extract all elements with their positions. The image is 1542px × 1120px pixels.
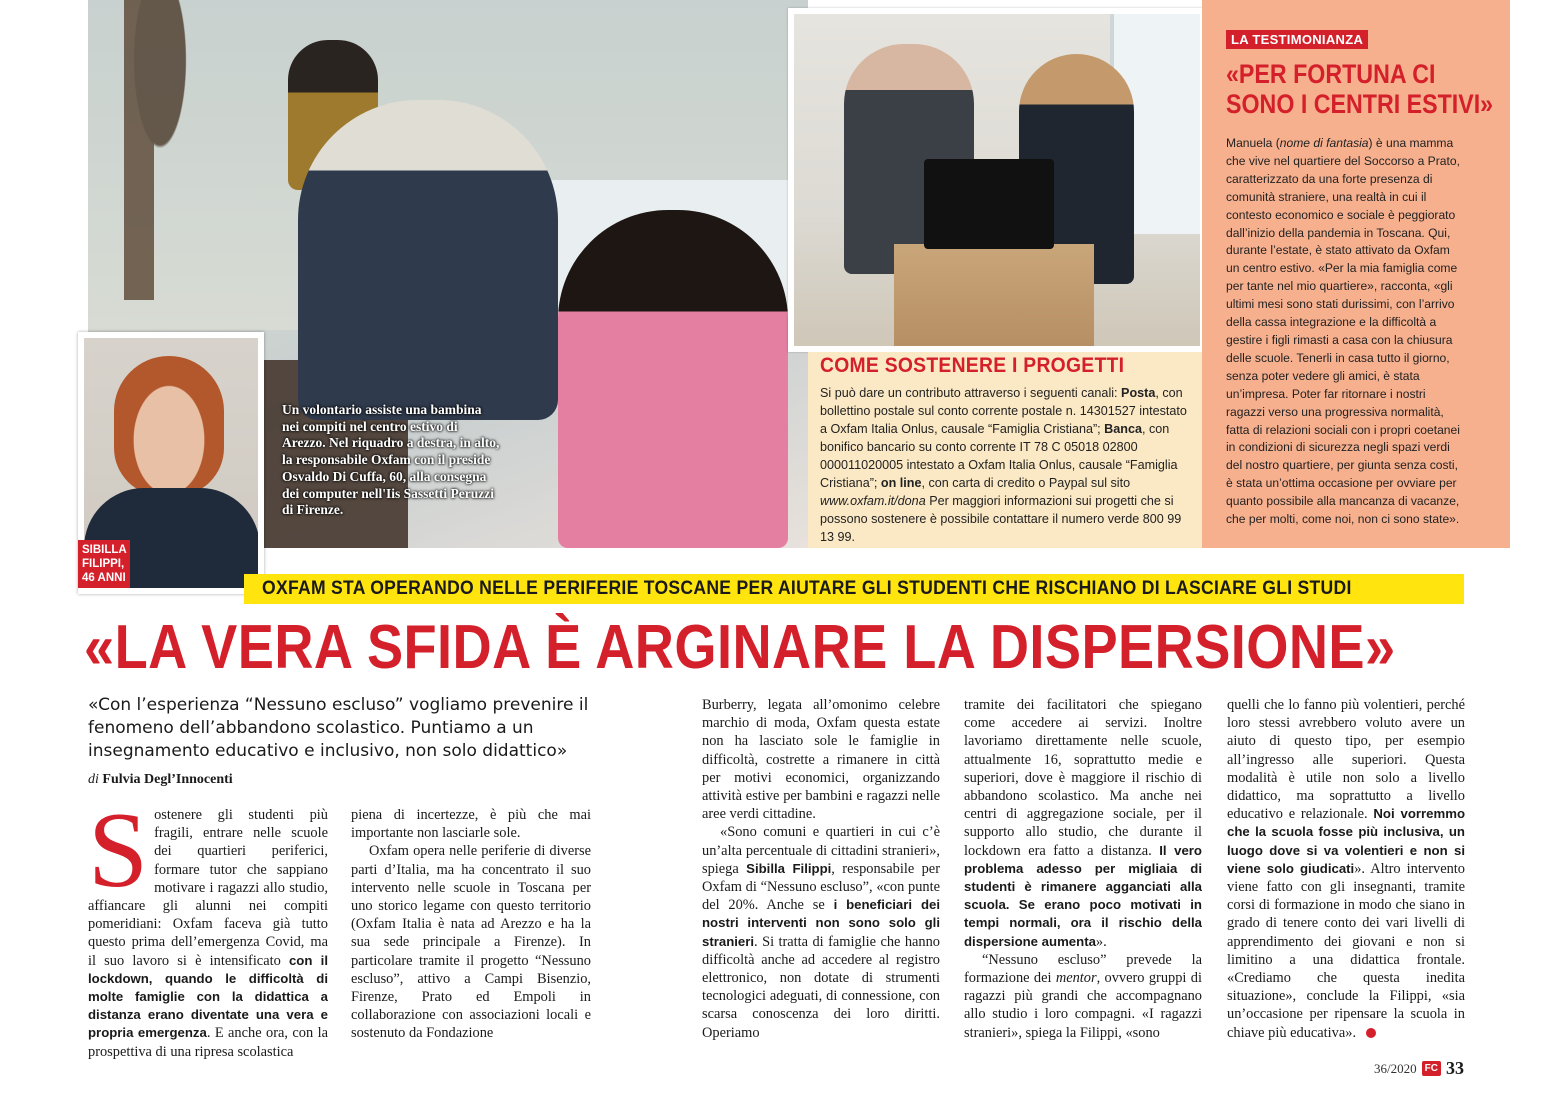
article-text: , ovvero gruppi di ragazzi più grandi che accompagnano allo studio i loro compagni. «I ragazzi stranieri», spiega la Filippi, «sono — [964, 970, 1202, 1041]
testimony-tag: LA TESTIMONIANZA — [1226, 30, 1368, 49]
testimony-title — [1226, 59, 1494, 119]
name-tag-line: 46 ANNI — [82, 572, 126, 584]
standfirst: «Con l’esperienza “Nessuno escluso” vogliamo prevenire il fenomeno dell’abbandono scolastico. Puntiamo a un insegnamento educativo e inclusivo, non solo didattico» — [88, 695, 589, 761]
photo-caption: Un volontario assiste una bambina nei compiti nel centro estivo di Arezzo. Nel riquadro a destra, in alto, la responsabile Oxfam con il preside Osvaldo Di Cuffa, 60, alla consegna dei computer nell'Iis Sassetti Peruzzi di Firenze. — [282, 402, 500, 518]
article-text: “Nessuno escluso” prevede la formazione dei — [964, 951, 1202, 987]
portrait-name-tag — [78, 540, 130, 588]
page-number: 33 — [1446, 1058, 1464, 1078]
article-paragraph — [88, 791, 328, 1061]
article-text: . E anche ora, con la prospettiva di una ripresa scolastica — [88, 1025, 328, 1060]
byline-author: Fulvia Degl’Innocenti — [102, 772, 233, 787]
article-text: ostenere gli studenti più fragili, entrare nelle scuole dei quartieri periferici, formare tutor che sappiano motivare i ragazzi allo studio, affiancare gli alunni nei compiti pomeridiani: Oxfam faceva già tutto questo prima dell’emergenza Covid, ma il suo lavoro si è intensificato — [88, 807, 328, 969]
article-column-2 — [351, 806, 591, 1043]
article-column-5 — [1227, 696, 1465, 1042]
issue-number: 36/2020 — [1374, 1060, 1417, 1076]
support-text-part: , con carta di credito o Paypal sul sito — [921, 476, 1131, 490]
article-dropcap: S — [88, 791, 149, 910]
photo-girl — [558, 210, 788, 548]
support-text — [820, 384, 1190, 546]
photo-laptop — [924, 159, 1054, 249]
name-tag-line: SIBILLA — [82, 544, 127, 556]
article-italic-text: mentor — [1055, 970, 1097, 987]
page-footer — [1374, 1058, 1464, 1079]
article-paragraph — [1227, 696, 1465, 1042]
fc-logo-icon: FC — [1422, 1061, 1441, 1076]
article-paragraph: piena di incertezze, è più che mai importante non lasciarle sole. — [351, 807, 591, 842]
byline-prefix: di — [88, 772, 99, 787]
article-text: «Sono comuni e quartieri in cui c’è un’alta percentuale di cittadini stranieri», spiega — [702, 824, 940, 877]
support-url-link[interactable]: www.oxfam.it/dona — [820, 494, 926, 508]
article-bold-text: Il vero problema adesso per migliaia di studenti è rimanere agganciati alla scuola. Se erano poco motivati in tempi normali, ora il rischio della dispersione aumenta — [964, 842, 1202, 949]
article-text: tramite dei facilitatori che spiegano come accedere ai servizi. Inoltre lavoriamo direttamente nelle scuole, attualmente 16, soprattutto medie e superiori, dove è maggiore il rischio di abbandono scolastico. Ma anche nei centri di aggregazione sociale, per il supporto allo studio, che durante il lockdown era fatto a distanza. — [964, 697, 1202, 859]
photo-computer-boxes — [894, 244, 1094, 352]
name-tag-line: FILIPPI, — [82, 558, 125, 570]
article-bold-text: con il lockdown, quando le difficoltà di molte famiglie con la didattica a distanza erano diventate una vera e propria emergenza — [88, 952, 328, 1041]
photo-computer-delivery — [788, 8, 1206, 352]
article-bold-text: Sibilla Filippi — [746, 860, 832, 876]
testimony-text — [1226, 135, 1466, 529]
article-text: ». — [1095, 933, 1107, 950]
testimony-text-italic: nome di fantasia — [1279, 136, 1369, 150]
testimony-text-part: ) è una mamma che vive nel quartiere del Soccorso a Prato, caratterizzato da una forte presenza di comunità straniere, una realtà in cui il contesto economico e sociale è peggiorato dall’inizio della pandemia in Toscana. Qui, durante l’estate, è stato attivato da Oxfam un centro estivo. «Per la mia famiglia come per tante nel mio quartiere», racconta, «gli ultimi mesi sono stati durissimi, con l’arrivo della cassa integrazione e la difficoltà a gestire i figli rimasti a casa con la chiusura delle scuole. Tenerli in casa tutto il giorno, senza poter vedere gli amici, è stata un’impresa. Poter far ritornare i nostri ragazzi verso una progressiva normalità, fatta di relazioni sociali con i propri coetanei in condizioni di sicurezza negli spazi verdi del nostro quartiere, per giunta senza costi, è stata un’ottima occasione per ovviare per quanto possibile alla mancanza di vacanze, che per molti, come noi, non ci sono state». — [1226, 136, 1460, 527]
article-column-4 — [964, 696, 1202, 1042]
testimony-box — [1202, 0, 1510, 548]
article-paragraph — [964, 951, 1202, 1042]
article-text: quelli che lo fanno più volentieri, perché loro stessi avrebbero voluto avere un aiuto di questo tipo, per esempio all’ingresso alle superiori. Questa modalità è utile non solo a livello didattico, ma soprattutto a livello educativo e relazionale. — [1227, 697, 1465, 823]
support-box — [808, 352, 1202, 548]
support-text-part: Per maggiori informazioni sui progetti che si possono sostenere è possibile contattare il numero verde 800 99 13 99. — [820, 494, 1182, 544]
article-paragraph — [964, 696, 1202, 951]
photo-wall-tree — [88, 0, 208, 300]
article-text: . Si tratta di famiglie che hanno difficoltà anche ad accedere al registro elettronico, non dotate di strumenti tecnologici adeguati, di connessione, con scarsa conoscenza dei loro diritti. Operiamo — [702, 933, 940, 1041]
testimony-text-part: Manuela ( — [1226, 136, 1280, 150]
support-title: COME SOSTENERE I PROGETTI — [820, 354, 1125, 377]
byline — [88, 772, 233, 788]
support-channel-online: on line — [880, 476, 922, 490]
support-text-part: , con bonifico bancario su conto corrente IT 78 C 05018 02800 000011020005 intestato a Oxfam Italia Onlus, causale “Famiglia Cristiana”; — [820, 422, 1178, 490]
end-mark-icon — [1366, 1028, 1376, 1038]
article-paragraph — [702, 823, 940, 1041]
article-paragraph: Burberry, legata all’omonimo celebre marchio di moda, Oxfam questa estate non ha lasciato sole le famiglie in difficoltà, costrette a rimanere in città per motivi economici, organizzando attività estive per bambini e ragazzi nelle aree verdi cittadine. — [702, 697, 940, 823]
support-text-part: Si può dare un contributo attraverso i seguenti canali: — [820, 386, 1122, 400]
article-text: , responsabile per Oxfam di “Nessuno escluso”, «con punte del 20%. Anche se — [702, 860, 940, 914]
article-paragraph: Oxfam opera nelle periferie di diverse parti d’Italia, ma ha concentrato il suo intervento nelle scuole in Toscana per uno storico legame con questo territorio (Oxfam Italia è nata ad Arezzo e ha la sua sede principale a Firenze). In particolare tramite il progetto “Nessuno escluso”, attivo a Campi Bisenzio, Firenze, Prato ed Empoli in collaborazione con associazioni locali e sostenuto da Fondazione — [351, 843, 591, 1042]
support-channel-post: Posta — [1121, 386, 1156, 400]
testimony-title-line: «PER FORTUNA CI — [1226, 59, 1436, 89]
article-column-1 — [88, 791, 328, 1061]
article-bold-text: i beneficiari dei nostri interventi non sono solo gli stranieri — [702, 897, 940, 949]
article-column-3 — [702, 696, 940, 1042]
headline: «LA VERA SFIDA È ARGINARE LA DISPERSIONE» — [84, 613, 1396, 682]
kicker-text: OXFAM STA OPERANDO NELLE PERIFERIE TOSCANE PER AIUTARE GLI STUDENTI CHE RISCHIANO DI LASCIARE GLI STUDI — [262, 578, 1352, 599]
photo-volunteer-man — [298, 100, 558, 420]
support-channel-bank: Banca — [1104, 422, 1142, 436]
article-bold-text: Noi vorremmo che la scuola fosse più inclusiva, un luogo dove si va volentieri e non si viene solo giudicati — [1227, 806, 1465, 876]
testimony-title-line: SONO I CENTRI ESTIVI» — [1226, 89, 1494, 119]
portrait-head — [114, 356, 224, 496]
article-text: ». Altro intervento viene fatto con gli insegnanti, tramite corsi di formazione in modo che siano in grado di tenere conto dei vari livelli di apprendimento dei giovani e non si limitino a una didattica frontale. «Crediamo che questa inedita situazione», conclude la Filippi, «sia un’occasione per ripensare la scuola in chiave più educativa». — [1227, 860, 1465, 1041]
support-text-part: , con bollettino postale sul conto corrente postale n. 14301527 intestato a Oxfam Italia Onlus, causale “Famiglia Cristiana”; — [820, 386, 1187, 436]
